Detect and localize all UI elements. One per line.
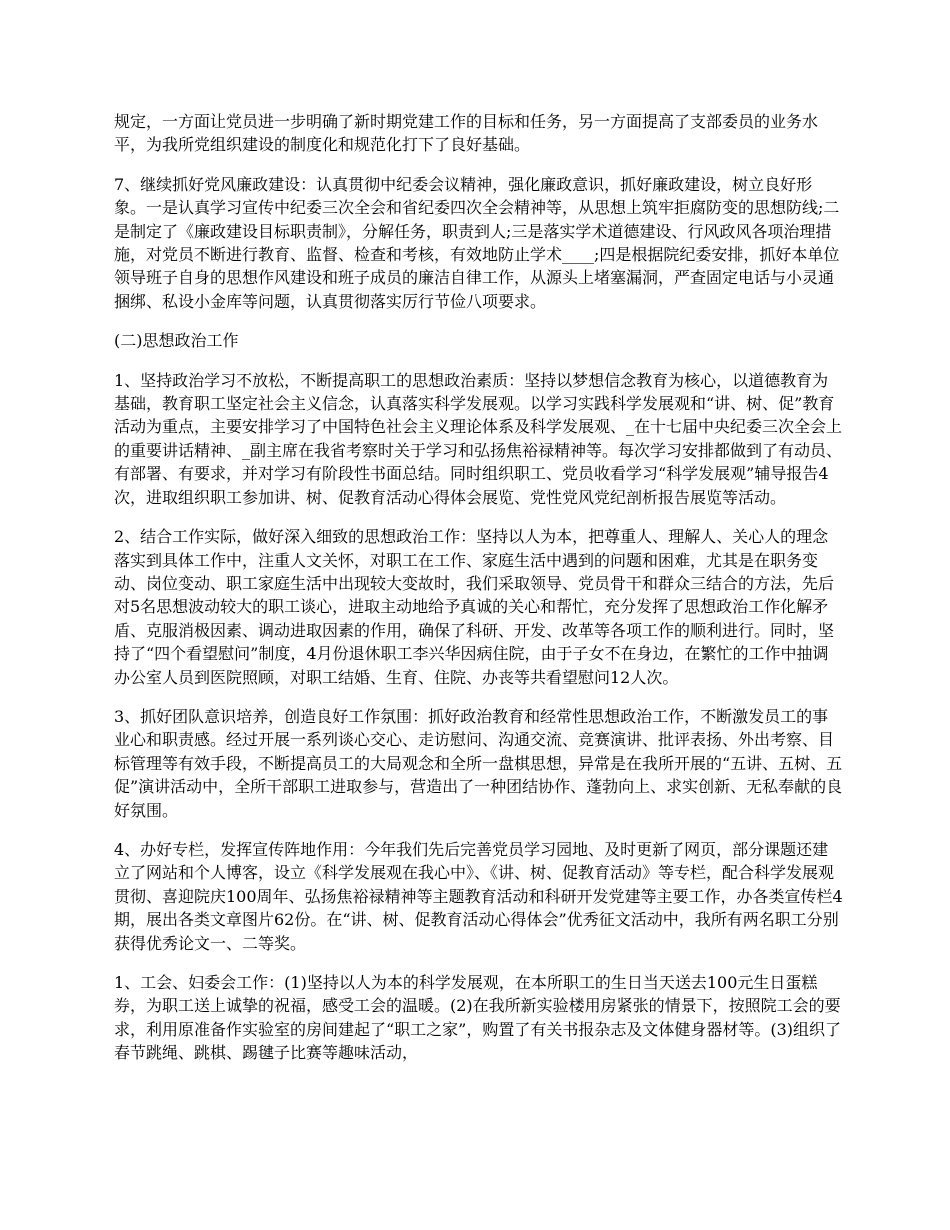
- paragraph-anti-corruption: 7、继续抓好党风廉政建设：认真贯彻中纪委会议精神，强化廉政意识，抓好廉政建设，树立良好形象。一是认真学习宣传中纪委三次全会和省纪委四次全会精神等，从思想上筑牢拒腐防变的思想防线;二是制定了《廉政建设目标职责制》，分解任务，职责到人;三是落实学术道德建设、行风政风各项治理措施，对党员不断进行教育、监督、检查和考核，有效地防止学术____;四是根据院纪委安排，抓好本单位领导班子自身的思想作风建设和班子成员的廉洁自律工作，从源头上堵塞漏洞，严查固定电话与小灵通捆绑、私设小金库等问题，认真贯彻落实厉行节俭八项要求。: [114, 174, 840, 311]
- paragraph-party-rules-conclusion: 规定，一方面让党员进一步明确了新时期党建工作的目标和任务，另一方面提高了支部委员的业务水平，为我所党组织建设的制度化和规范化打下了良好基础。: [114, 112, 819, 155]
- paragraph-ideological-work-practice: 2、结合工作实际，做好深入细致的思想政治工作：坚持以人为本，把尊重人、理解人、关心人的理念落实到具体工作中，注重人文关怀，对职工在工作、家庭生活中遇到的问题和困难，尤其是在职务变动、岗位变动、职工家庭生活中出现较大变故时，我们采取领导、党员骨干和群众三结合的方法，先后对5名思想波动较大的职工谈心，进取主动地给予真诚的关心和帮忙，充分发挥了思想政治工作化解矛盾、克服消极因素、调动进取因素的作用，确保了科研、开发、改革等各项工作的顺利进行。同时，坚持了“四个看望慰问”制度，4月份退休职工李兴华因病住院，由于子女不在身边，在繁忙的工作中抽调办公室人员到医院照顾，对职工结婚、生育、住院、办丧等共看望慰问12人次。: [114, 527, 835, 687]
- paragraph-political-study: 1、坚持政治学习不放松，不断提高职工的思想政治素质：坚持以梦想信念教育为核心，以道德教育为基础，教育职工坚定社会主义信念，认真落实科学发展观。以学习实践科学发展观和“讲、树、促”教育活动为重点，主要安排学习了中国特色社会主义理论体系及科学发展观、_在十七届中央纪委三次全会上的重要讲话精神、_副主席在我省考察时关于学习和弘扬焦裕禄精神等。每次学习安排都做到了有动员、有部署、有要求，并对学习有阶段性书面总结。同时组织职工、党员收看学习“科学发展观”辅导报告4次，进取组织职工参加讲、树、促教育活动心得体会展览、党性党风党纪剖析报告展览等活动。: [114, 370, 843, 507]
- paragraph-team-spirit: 3、抓好团队意识培养，创造良好工作氛围：抓好政治教育和经常性思想政治工作，不断激发员工的事业心和职责感。经过开展一系列谈心交心、走访慰问、沟通交流、竞赛演讲、批评表扬、外出考察、目标管理等有效手段，不断提高员工的大局观念和全所一盘棋思想，异常是在我所开展的“五讲、五树、五促”演讲活动中，全所干部职工进取参与，营造出了一种团结协作、蓬勃向上、求实创新、无私奉献的良好氛围。: [114, 706, 843, 820]
- paragraph-union-work: 1、工会、妇委会工作：(1)坚持以人为本的科学发展观，在本所职工的生日当天送去100元生日蛋糕券，为职工送上诚挚的祝福，感受工会的温暖。(2)在我所新实验楼用房紧张的情景下，按照院工会的要求，利用原准备作实验室的房间建起了“职工之家”，购置了有关书报杂志及文体健身器材等。(3)组织了春节跳绳、跳棋、踢毽子比赛等趣味活动，: [114, 973, 842, 1063]
- paragraph-publicity-column: 4、办好专栏，发挥宣传阵地作用：今年我们先后完善党员学习园地、及时更新了网页，部分课题还建立了网站和个人博客，设立《科学发展观在我心中》、《讲、树、促教育活动》等专栏，配合科学发展观贯彻、喜迎院庆100周年、弘扬焦裕禄精神等主题教育活动和科研开发党建等主要工作，办各类宣传栏4期，展出各类文章图片62份。在“讲、树、促教育活动心得体会”优秀征文活动中，我所有两名职工分别获得优秀论文一、二等奖。: [114, 839, 843, 953]
- section-heading-ideological-work: (二)思想政治工作: [114, 331, 239, 351]
- document-body: [114, 110, 844, 1081]
